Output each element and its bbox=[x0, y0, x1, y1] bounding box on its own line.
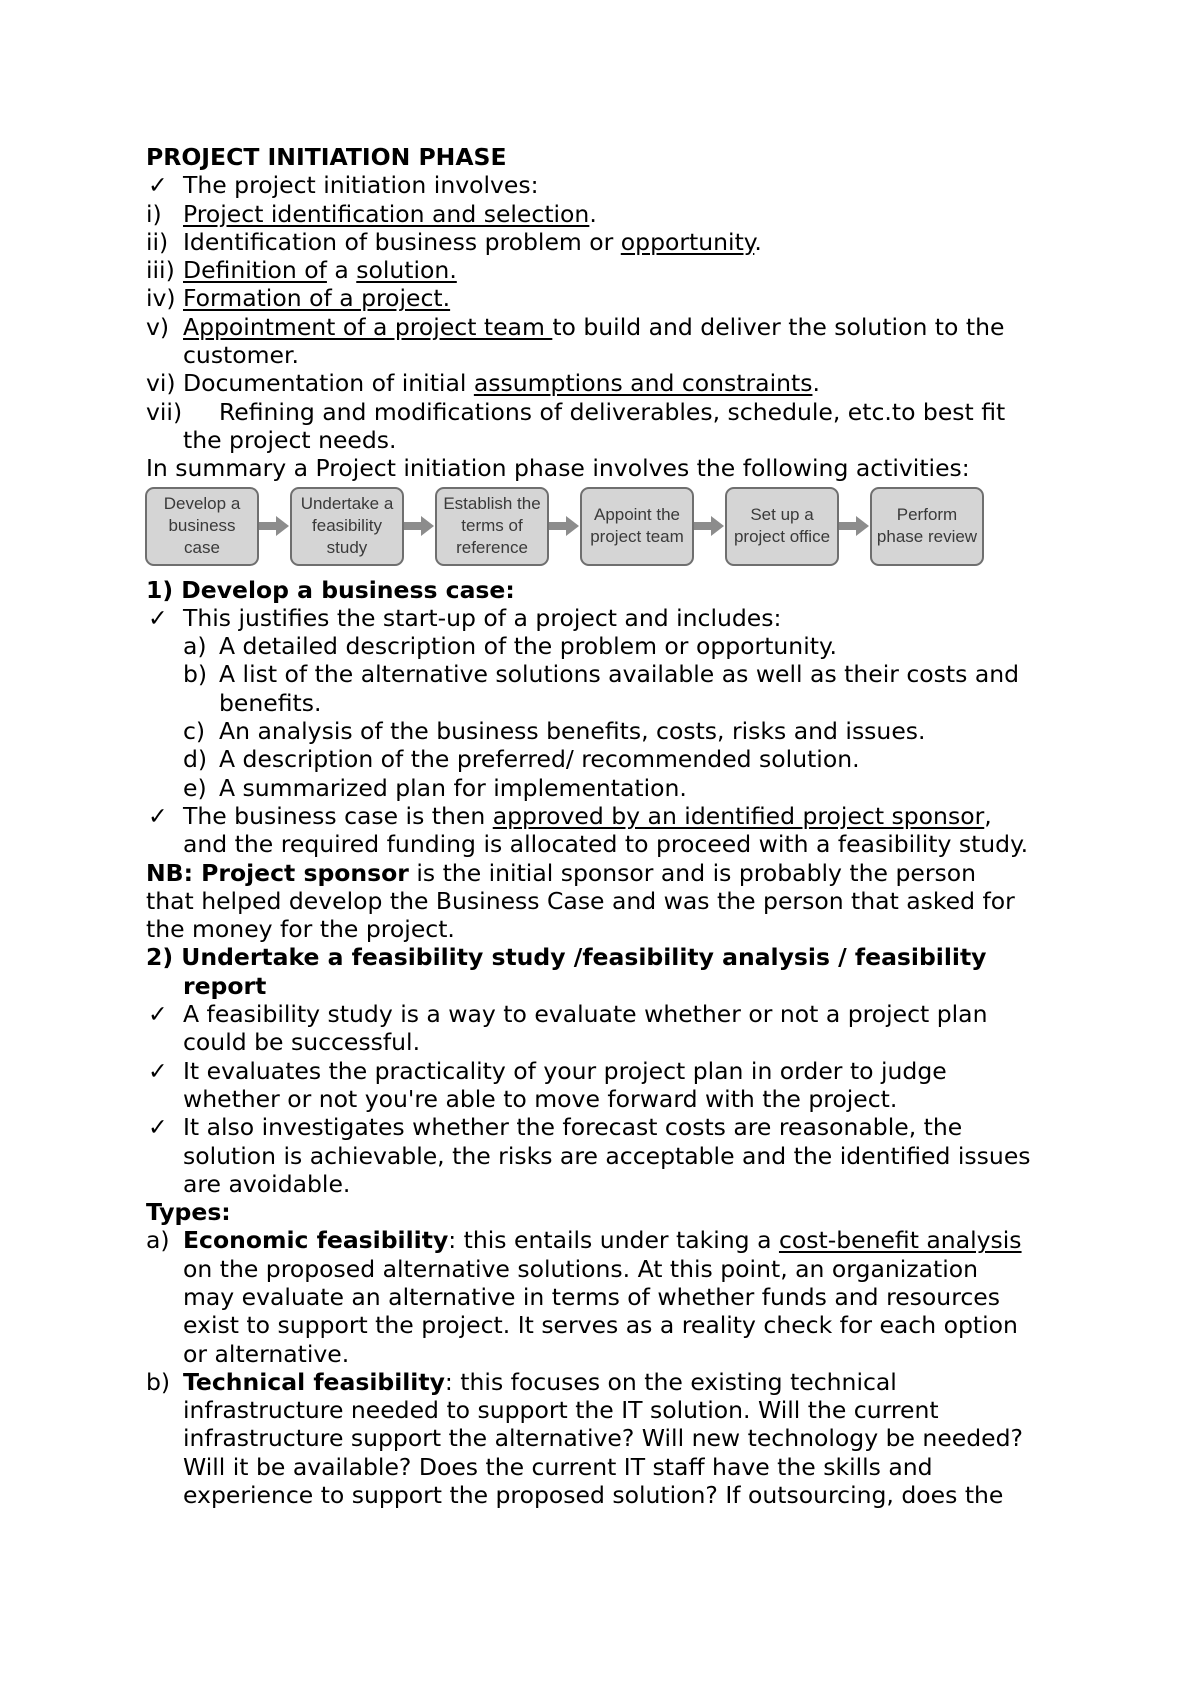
list-item-continuation bbox=[146, 689, 1086, 717]
nb-paragraph-line: the money for the project. bbox=[146, 915, 455, 944]
feasibility-checks bbox=[146, 1000, 1086, 1198]
text-part: . bbox=[812, 369, 820, 398]
type-text-line: exist to support the project. It serves as a reality check for each option bbox=[183, 1311, 1018, 1340]
item-label: b) bbox=[146, 1367, 171, 1396]
intro-text: The project initiation involves: bbox=[183, 171, 539, 200]
list-item bbox=[146, 774, 1086, 802]
item-label: iii) bbox=[146, 256, 175, 285]
item-label: v) bbox=[146, 312, 170, 341]
text-part: to build and deliver the solution to the bbox=[552, 312, 1005, 341]
type-name: Technical feasibility bbox=[183, 1367, 445, 1396]
nb-paragraph bbox=[146, 859, 1086, 887]
checkmark-icon: ✓ bbox=[148, 1113, 168, 1142]
item-text bbox=[183, 228, 762, 256]
checkmark-icon: ✓ bbox=[148, 603, 168, 632]
item-label: vii) bbox=[146, 397, 183, 426]
underlined-text: Project identification and selection bbox=[183, 199, 590, 228]
check-item bbox=[146, 802, 1086, 830]
item-text bbox=[183, 313, 1004, 341]
item-label: b) bbox=[183, 660, 208, 689]
flow-step: Perform phase review bbox=[870, 487, 984, 566]
item-text bbox=[183, 398, 1005, 426]
flow-step: Establish the terms of reference bbox=[435, 487, 549, 566]
text-part: . bbox=[589, 199, 597, 228]
type-item-technical bbox=[146, 1368, 1086, 1396]
check-text: It evaluates the practicality of your project plan in order to judge bbox=[183, 1056, 947, 1085]
text-part: . bbox=[754, 227, 762, 256]
nb-text: is the initial sponsor and is probably the person bbox=[408, 858, 976, 887]
check-item-continuation: and the required funding is allocated to proceed with a feasibility study. bbox=[183, 830, 1029, 859]
underlined-text: Formation of a project. bbox=[183, 284, 451, 313]
section-2-heading: 2) Undertake a feasibility study /feasibility analysis / feasibility bbox=[146, 943, 987, 972]
item-text: An analysis of the business benefits, costs, risks and issues. bbox=[219, 717, 926, 746]
list-item bbox=[146, 369, 1086, 397]
document-page bbox=[146, 143, 1086, 1509]
page-title: PROJECT INITIATION PHASE bbox=[146, 143, 507, 171]
item-label: iv) bbox=[146, 284, 176, 313]
sponsor-phrase: approved by an identified project sponsor bbox=[492, 801, 985, 830]
list-item bbox=[146, 284, 1086, 312]
section-1-heading: 1) Develop a business case: bbox=[146, 575, 515, 604]
check-text: It also investigates whether the forecast costs are reasonable, the bbox=[183, 1113, 963, 1142]
activity-flow-diagram bbox=[145, 487, 1086, 571]
item-text: A summarized plan for implementation. bbox=[219, 773, 687, 802]
list-item bbox=[146, 632, 1086, 660]
check-item bbox=[146, 1057, 1086, 1085]
list-item bbox=[146, 717, 1086, 745]
item-label: c) bbox=[183, 717, 206, 746]
item-label: a) bbox=[183, 632, 207, 661]
flow-step: Undertake a feasibility study bbox=[290, 487, 404, 566]
underlined-text: opportunity bbox=[620, 227, 755, 256]
type-text: : this entails under taking a bbox=[448, 1226, 779, 1255]
list-item bbox=[146, 660, 1086, 688]
checkmark-icon: ✓ bbox=[148, 1056, 168, 1085]
underlined-text: Appointment of a project team bbox=[183, 312, 553, 341]
check-item bbox=[146, 1113, 1086, 1141]
type-text-line: on the proposed alternative solutions. At this point, an organization bbox=[183, 1254, 979, 1283]
flow-step: Set up a project office bbox=[725, 487, 839, 566]
item-label: a) bbox=[146, 1226, 170, 1255]
type-text-line: may evaluate an alternative in terms of whether funds and resources bbox=[183, 1282, 1000, 1311]
types-heading: Types: bbox=[146, 1198, 231, 1227]
list-item bbox=[146, 228, 1086, 256]
type-text-line: infrastructure support the alternative? Will new technology be needed? bbox=[183, 1424, 1023, 1453]
check-item-continuation: whether or not you're able to move forward with the project. bbox=[183, 1084, 898, 1113]
check-item bbox=[146, 171, 1086, 199]
type-text: : this focuses on the existing technical bbox=[444, 1367, 897, 1396]
check-text: The business case is then bbox=[183, 801, 493, 830]
item-text bbox=[183, 200, 597, 228]
checkmark-icon: ✓ bbox=[148, 171, 168, 200]
item-label: ii) bbox=[146, 227, 169, 256]
type-item-economic bbox=[146, 1226, 1086, 1254]
summary-text: In summary a Project initiation phase involves the following activities: bbox=[146, 454, 970, 483]
cost-benefit-phrase: cost-benefit analysis bbox=[778, 1226, 1022, 1255]
nb-label: NB: Project sponsor bbox=[146, 858, 409, 887]
item-text: A detailed description of the problem or opportunity. bbox=[219, 632, 837, 661]
flow-step: Appoint the project team bbox=[580, 487, 694, 566]
item-text: A description of the preferred/ recommended solution. bbox=[219, 745, 860, 774]
item-text bbox=[183, 369, 820, 397]
item-text bbox=[183, 284, 450, 312]
underlined-text: Definition of bbox=[183, 256, 327, 285]
check-text: A feasibility study is a way to evaluate whether or not a project plan bbox=[183, 1000, 988, 1029]
item-label: i) bbox=[146, 199, 162, 228]
check-item-continuation: solution is achievable, the risks are acceptable and the identified issues bbox=[183, 1141, 1031, 1170]
checkmark-icon: ✓ bbox=[148, 1000, 168, 1029]
type-text-line: or alternative. bbox=[183, 1339, 350, 1368]
section-2-heading-continuation: report bbox=[183, 971, 267, 1000]
initiation-list bbox=[146, 200, 1086, 455]
type-text-line: Will it be available? Does the current IT staff have the skills and bbox=[183, 1452, 933, 1481]
underlined-text: assumptions and constraints bbox=[473, 369, 813, 398]
check-text-end: , bbox=[984, 801, 992, 830]
list-item-continuation: customer. bbox=[183, 341, 299, 370]
text-part: Refining and modifications of deliverables, schedule, etc.to best fit bbox=[219, 397, 1006, 426]
list-item bbox=[146, 200, 1086, 228]
list-item-continuation: the project needs. bbox=[183, 425, 397, 454]
list-item bbox=[146, 256, 1086, 284]
text-part: Documentation of initial bbox=[183, 369, 474, 398]
item-text bbox=[183, 256, 457, 284]
item-label: vi) bbox=[146, 369, 176, 398]
list-item bbox=[146, 313, 1086, 341]
checkmark-icon: ✓ bbox=[148, 801, 168, 830]
check-item-continuation: could be successful. bbox=[183, 1028, 421, 1057]
flow-step: Develop a business case bbox=[145, 487, 259, 566]
list-item bbox=[146, 398, 1086, 426]
item-label: d) bbox=[183, 745, 208, 774]
type-name: Economic feasibility bbox=[183, 1226, 449, 1255]
text-part: Identification of business problem or bbox=[183, 227, 621, 256]
list-item bbox=[146, 745, 1086, 773]
check-item-continuation: are avoidable. bbox=[183, 1169, 351, 1198]
check-text: This justifies the start-up of a project and includes: bbox=[183, 603, 782, 632]
business-case-list bbox=[146, 632, 1086, 802]
type-text-line: infrastructure needed to support the IT solution. Will the current bbox=[183, 1396, 939, 1425]
nb-paragraph-line: that helped develop the Business Case and was the person that asked for bbox=[146, 886, 1015, 915]
text-part: a bbox=[326, 256, 357, 285]
type-text-line: experience to support the proposed solution? If outsourcing, does the bbox=[183, 1481, 1004, 1510]
item-label: e) bbox=[183, 773, 207, 802]
item-text: A list of the alternative solutions available as well as their costs and bbox=[219, 660, 1020, 689]
check-item bbox=[146, 1000, 1086, 1028]
underlined-text: solution. bbox=[356, 256, 457, 285]
item-text: benefits. bbox=[219, 688, 322, 717]
check-item bbox=[146, 604, 1086, 632]
